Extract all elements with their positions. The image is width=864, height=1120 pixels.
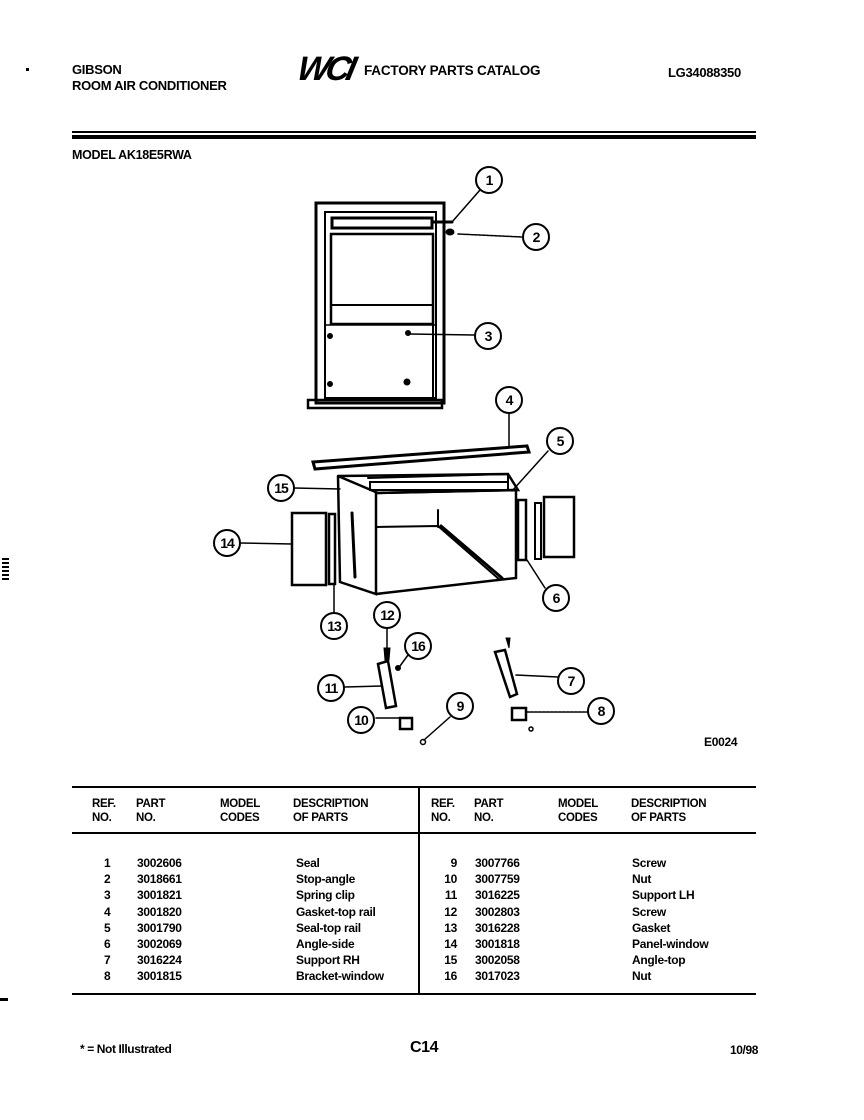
part-cell: 3018661 <box>137 872 182 887</box>
table-top-rule <box>72 786 756 788</box>
part-cell: 3017023 <box>475 969 520 984</box>
brand-name: GIBSON <box>72 62 122 77</box>
desc-cell: Support RH <box>296 953 360 968</box>
desc-cell: Angle-top <box>632 953 686 968</box>
desc-cell: Gasket <box>632 920 671 935</box>
part-cell: 3002058 <box>475 953 520 968</box>
scan-artifact <box>2 558 9 580</box>
part-cell: 3016224 <box>137 953 182 968</box>
header-line: CODES <box>220 812 260 824</box>
callout-3: 3 <box>474 322 502 350</box>
ref-column-left <box>104 855 110 985</box>
desc-cell: Bracket-window <box>296 969 384 984</box>
header-line: REF. <box>92 798 116 810</box>
header-model-codes-right <box>558 797 598 825</box>
callout-7: 7 <box>557 667 585 695</box>
callout-14: 14 <box>213 529 241 557</box>
ref-cell: 11 <box>444 888 457 903</box>
header-line: MODEL <box>558 798 599 810</box>
desc-cell: Nut <box>632 872 652 887</box>
desc-cell: Screw <box>632 904 666 919</box>
ref-cell: 14 <box>444 937 457 952</box>
header-line: CODES <box>558 812 598 824</box>
catalog-code: LG34088350 <box>668 65 741 80</box>
callout-4: 4 <box>495 386 523 414</box>
desc-cell: Support LH <box>632 888 695 903</box>
header-line: DESCRIPTION <box>631 798 707 810</box>
callout-12: 12 <box>373 601 401 629</box>
model-number: MODEL AK18E5RWA <box>72 148 192 162</box>
header-line: OF PARTS <box>293 812 348 824</box>
scan-speck <box>26 68 29 71</box>
part-cell: 3001820 <box>137 904 182 919</box>
desc-cell: Seal <box>296 856 320 870</box>
desc-cell: Screw <box>632 856 666 870</box>
callout-2: 2 <box>522 223 550 251</box>
ref-cell: 8 <box>104 969 111 984</box>
ref-cell: 4 <box>104 904 111 919</box>
header-line: NO. <box>136 812 156 824</box>
header-line: DESCRIPTION <box>293 798 369 810</box>
ref-cell: 6 <box>104 937 111 952</box>
scan-artifact <box>0 998 8 1001</box>
header-ref-no-right <box>431 797 455 825</box>
ref-cell: 12 <box>444 904 457 919</box>
not-illustrated-note: * = Not Illustrated <box>80 1042 172 1056</box>
ref-cell: 2 <box>104 872 111 887</box>
part-cell: 3002069 <box>137 937 182 952</box>
header-model-codes <box>220 797 260 825</box>
desc-column-left <box>296 855 384 985</box>
wci-logo: WCI <box>293 50 357 88</box>
part-cell: 3007766 <box>475 856 520 870</box>
callout-13: 13 <box>320 612 348 640</box>
part-cell: 3007759 <box>475 872 520 887</box>
callout-11: 11 <box>317 674 345 702</box>
header-part-no-right <box>474 797 503 825</box>
callout-10: 10 <box>347 706 375 734</box>
desc-cell: Spring clip <box>296 888 355 903</box>
part-cell: 3001815 <box>137 969 182 984</box>
ref-cell: 3 <box>104 888 111 903</box>
ref-cell: 5 <box>104 920 111 935</box>
header-line: OF PARTS <box>631 812 686 824</box>
desc-cell: Angle-side <box>296 937 355 952</box>
ref-cell: 9 <box>450 856 457 870</box>
part-cell: 3016228 <box>475 920 520 935</box>
part-cell: 3016225 <box>475 888 520 903</box>
part-column-right <box>475 855 520 985</box>
header-ref-no <box>92 797 116 825</box>
part-column-left <box>137 855 182 985</box>
callout-15: 15 <box>267 474 295 502</box>
ref-cell: 7 <box>104 953 111 968</box>
table-column-divider <box>418 786 420 995</box>
desc-column-right <box>632 855 708 985</box>
part-cell: 3002803 <box>475 904 520 919</box>
header-line: NO. <box>431 812 451 824</box>
table-header-rule <box>72 832 756 834</box>
part-cell: 3001818 <box>475 937 520 952</box>
callout-9: 9 <box>446 692 474 720</box>
part-cell: 3001821 <box>137 888 182 903</box>
desc-cell: Panel-window <box>632 937 709 952</box>
desc-cell: Stop-angle <box>296 872 355 887</box>
figure-code: E0024 <box>704 735 738 749</box>
catalog-title: FACTORY PARTS CATALOG <box>364 63 541 78</box>
header-part-no <box>136 797 165 825</box>
header-line: PART <box>474 798 504 810</box>
ref-column-right <box>437 855 457 985</box>
callout-8: 8 <box>587 697 615 725</box>
header-line: PART <box>136 798 166 810</box>
desc-cell: Nut <box>632 969 652 984</box>
revision-date: 10/98 <box>730 1043 759 1057</box>
table-bottom-rule <box>72 993 756 995</box>
header-description <box>293 797 368 825</box>
ref-cell: 16 <box>444 969 457 984</box>
header-line: MODEL <box>220 798 261 810</box>
callout-5: 5 <box>546 427 574 455</box>
page-number: C14 <box>410 1039 439 1056</box>
header-line: NO. <box>92 812 112 824</box>
desc-cell: Seal-top rail <box>296 920 361 935</box>
part-cell: 3002606 <box>137 856 182 870</box>
ref-cell: 10 <box>444 872 457 887</box>
ref-cell: 13 <box>444 920 457 935</box>
header-line: REF. <box>431 798 455 810</box>
ref-cell: 15 <box>444 953 457 968</box>
part-cell: 3001790 <box>137 920 182 935</box>
header-line: NO. <box>474 812 494 824</box>
product-type: ROOM AIR CONDITIONER <box>72 78 227 93</box>
callout-1: 1 <box>475 166 503 194</box>
header-description-right <box>631 797 706 825</box>
ref-cell: 1 <box>104 856 111 870</box>
callout-6: 6 <box>542 584 570 612</box>
callout-16: 16 <box>404 632 432 660</box>
desc-cell: Gasket-top rail <box>296 904 376 919</box>
